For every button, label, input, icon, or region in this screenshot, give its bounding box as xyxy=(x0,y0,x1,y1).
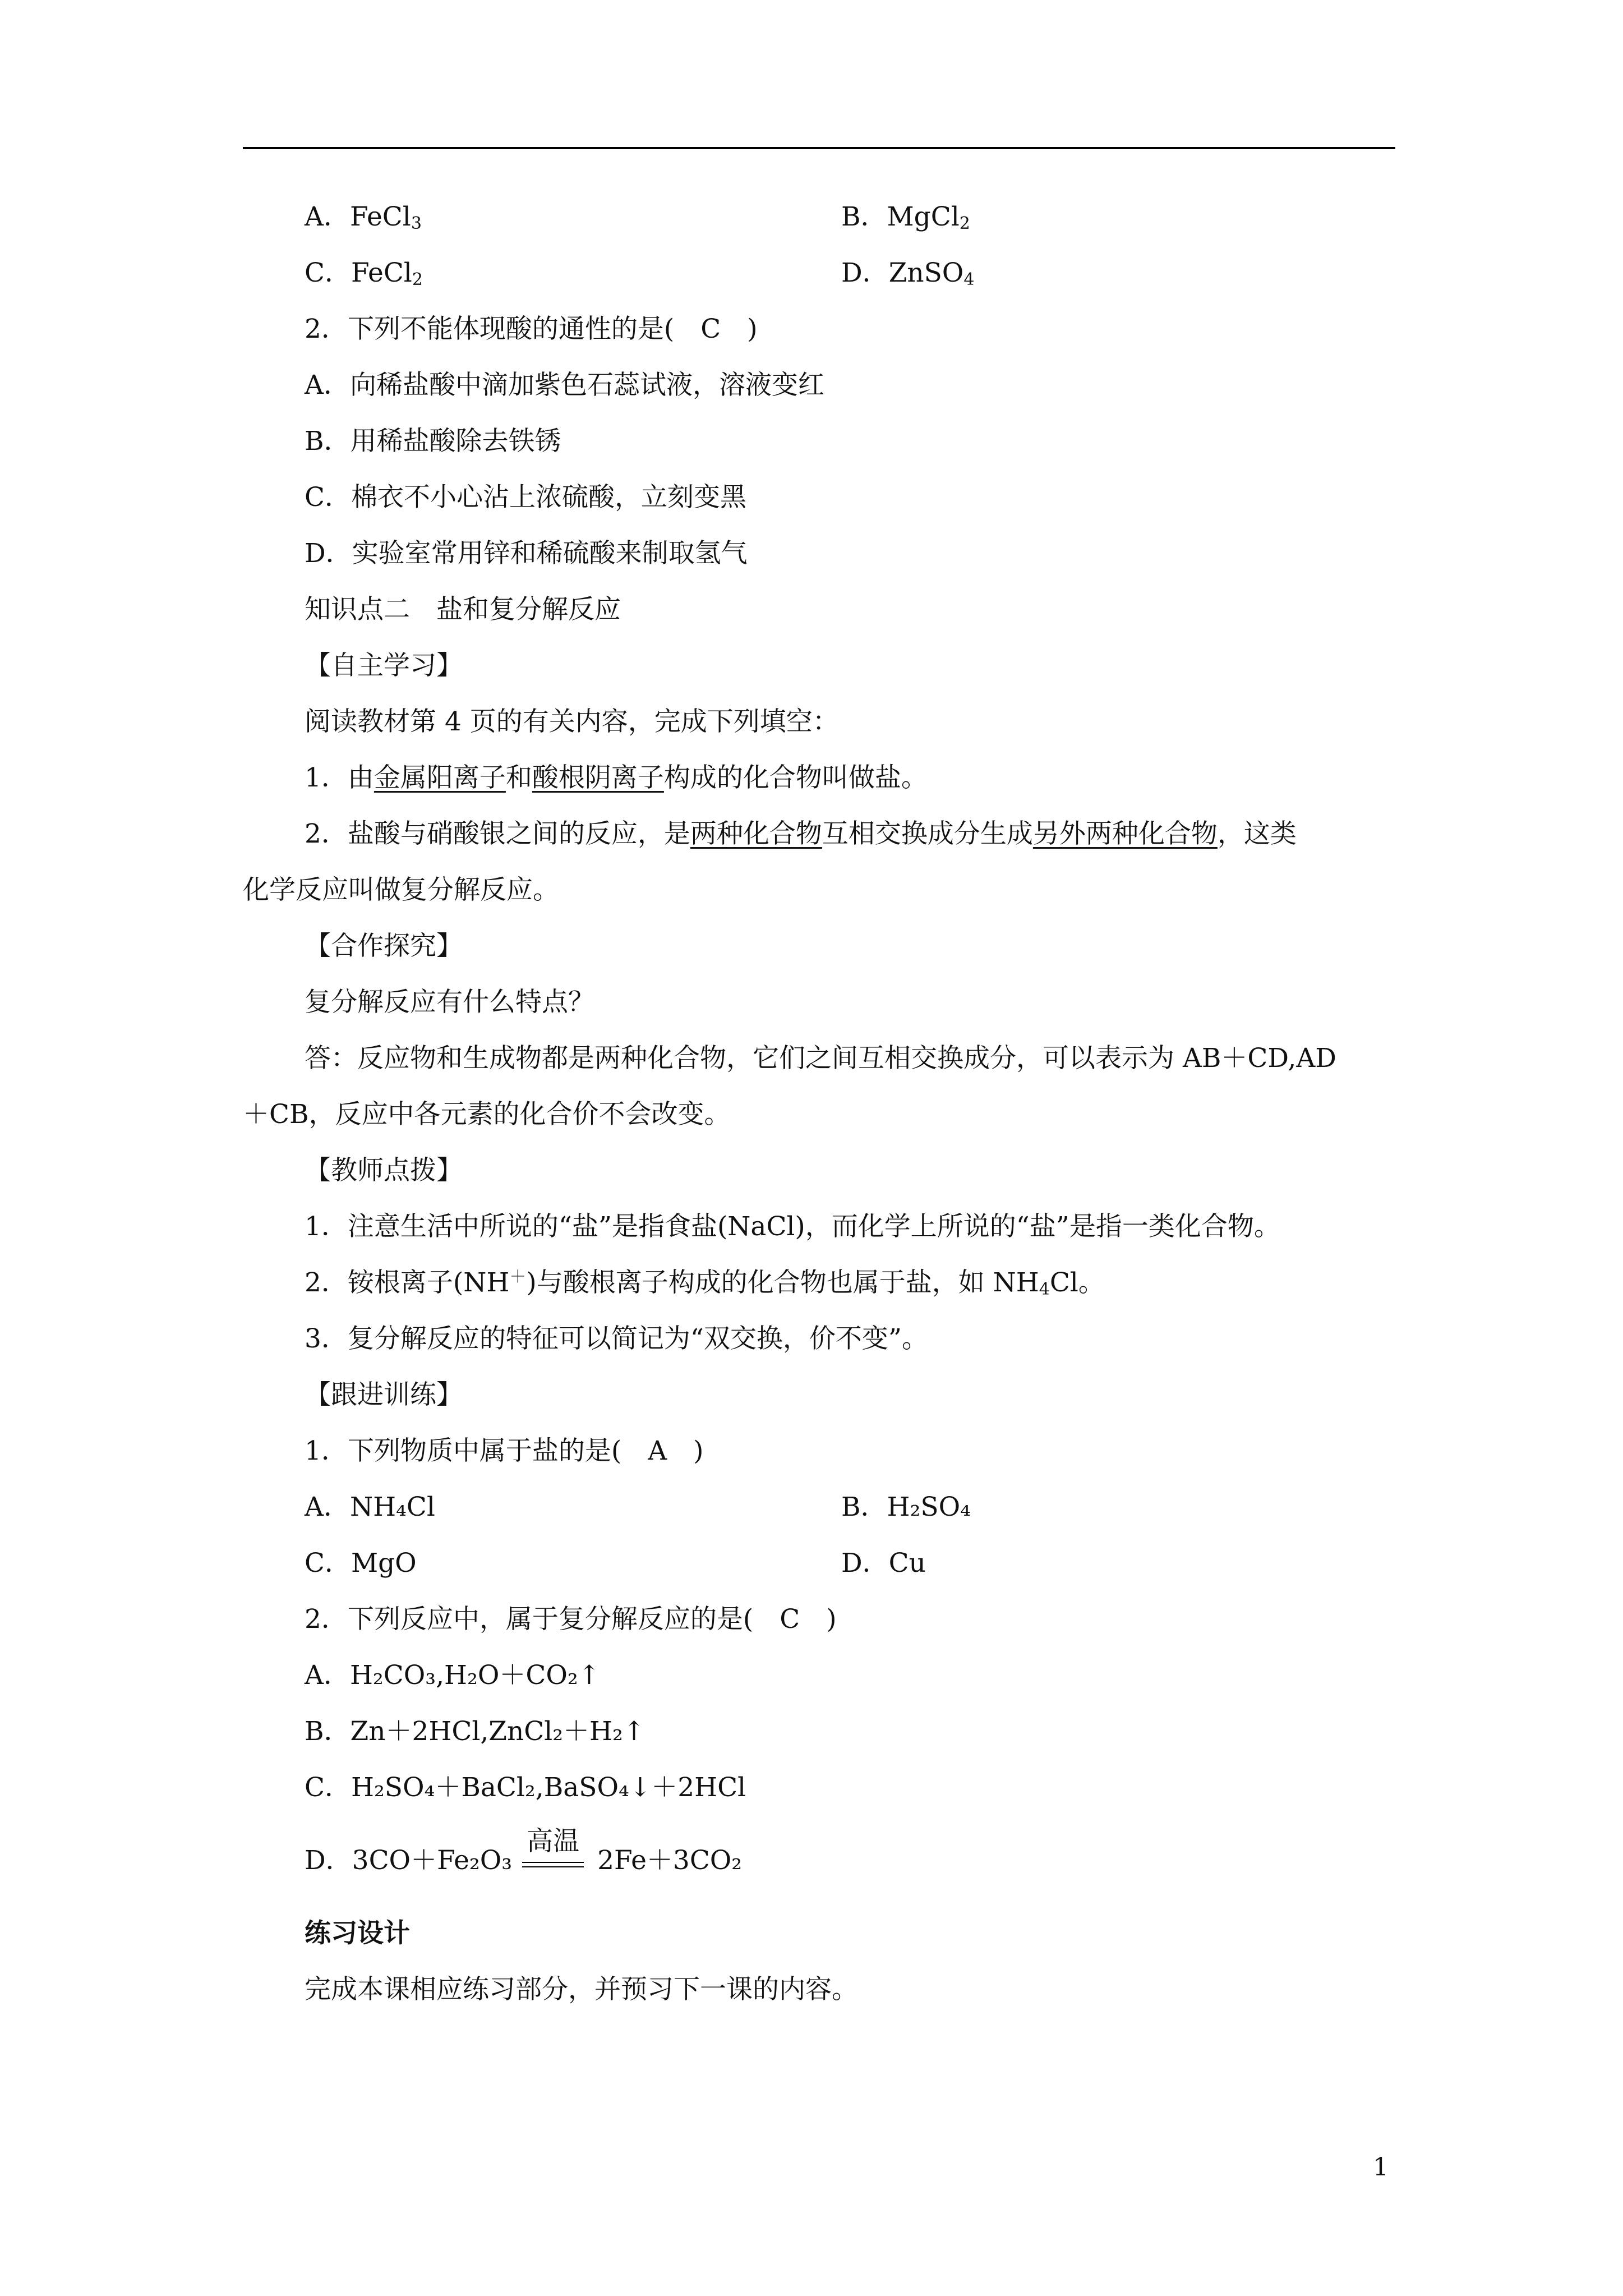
follow-q2-option-c: C．H₂SO₄＋BaCl₂,BaSO₄↓＋2HCl xyxy=(305,1772,746,1803)
instruction-text: 阅读教材第 4 页的有关内容，完成下列填空： xyxy=(305,706,839,737)
blank-answer: 酸根阴离子 xyxy=(532,762,664,793)
follow-q1-option-a: A．NH₄Cl xyxy=(305,1492,435,1522)
practice-heading: 练习设计 xyxy=(305,1918,410,1949)
tip-3: 3．复分解反应的特征可以简记为“双交换，价不变”。 xyxy=(305,1323,928,1354)
header-rule xyxy=(243,147,1395,149)
section-title: 知识点二 盐和复分解反应 xyxy=(305,594,621,625)
reaction-condition: 高温 xyxy=(522,1844,584,1878)
q1-option-b: B．MgCl$_2$ xyxy=(841,201,970,233)
teacher-heading: 【教师点拨】 xyxy=(305,1155,463,1186)
q1-option-a: A．FeCl$_3$ xyxy=(305,201,422,233)
self-study-heading: 【自主学习】 xyxy=(305,650,463,681)
fill-item-2-cont: 化学反应叫做复分解反应。 xyxy=(243,875,559,905)
q2-option-d: D．实验室常用锌和稀硫酸来制取氢气 xyxy=(305,538,748,569)
follow-q1-stem: 1．下列物质中属于盐的是( A ) xyxy=(305,1435,704,1466)
q2-stem: 2．下列不能体现酸的通性的是( C ) xyxy=(305,314,758,344)
coop-question: 复分解反应有什么特点？ xyxy=(305,987,594,1018)
practice-text: 完成本课相应练习部分，并预习下一课的内容。 xyxy=(305,1974,858,2005)
page-number: 1 xyxy=(1373,2153,1389,2182)
q1-option-d: D．ZnSO$_4$ xyxy=(841,257,975,289)
fill-item-2: 2．盐酸与硝酸银之间的反应，是两种化合物互相交换成分生成另外两种化合物，这类 xyxy=(305,818,1297,849)
coop-heading: 【合作探究】 xyxy=(305,931,463,961)
blank-answer: 两种化合物 xyxy=(690,818,822,849)
coop-answer-cont: ＋CB，反应中各元素的化合价不会改变。 xyxy=(243,1099,731,1130)
tip-1: 1．注意生活中所说的“盐”是指食盐(NaCl)，而化学上所说的“盐”是指一类化合物。 xyxy=(305,1211,1280,1242)
q2-option-c: C．棉衣不小心沾上浓硫酸，立刻变黑 xyxy=(305,482,746,513)
blank-answer: 金属阳离子 xyxy=(374,762,506,793)
q2-option-b: B．用稀盐酸除去铁锈 xyxy=(305,426,561,457)
fill-item-1: 1．由金属阳离子和酸根阴离子构成的化合物叫做盐。 xyxy=(305,762,928,793)
follow-q2-option-a: A．H₂CO₃,H₂O＋CO₂↑ xyxy=(305,1660,601,1691)
tip-2: 2．铵根离子(NH＋)与酸根离子构成的化合物也属于盐，如 $NH_4Cl$。 xyxy=(305,1267,1105,1299)
blank-answer: 另外两种化合物 xyxy=(1032,818,1218,849)
follow-q1-option-b: B．H₂SO₄ xyxy=(841,1492,971,1522)
follow-q1-option-c: C．MgO xyxy=(305,1548,417,1579)
follow-heading: 【跟进训练】 xyxy=(305,1379,463,1410)
follow-q1-option-d: D．Cu xyxy=(841,1548,926,1579)
q2-option-a: A．向稀盐酸中滴加紫色石蕊试液，溶液变红 xyxy=(305,370,824,401)
q1-option-c: C．FeCl$_2$ xyxy=(305,257,423,289)
coop-answer: 答：反应物和生成物都是两种化合物，它们之间互相交换成分，可以表示为 AB＋CD,AD xyxy=(305,1043,1336,1074)
follow-q2-stem: 2．下列反应中，属于复分解反应的是( C ) xyxy=(305,1604,837,1635)
follow-q2-option-d: D．3CO＋Fe₂O₃ 高温 2Fe＋3CO₂ xyxy=(305,1844,742,1878)
follow-q2-option-b: B．Zn＋2HCl,ZnCl₂＋H₂↑ xyxy=(305,1716,645,1747)
